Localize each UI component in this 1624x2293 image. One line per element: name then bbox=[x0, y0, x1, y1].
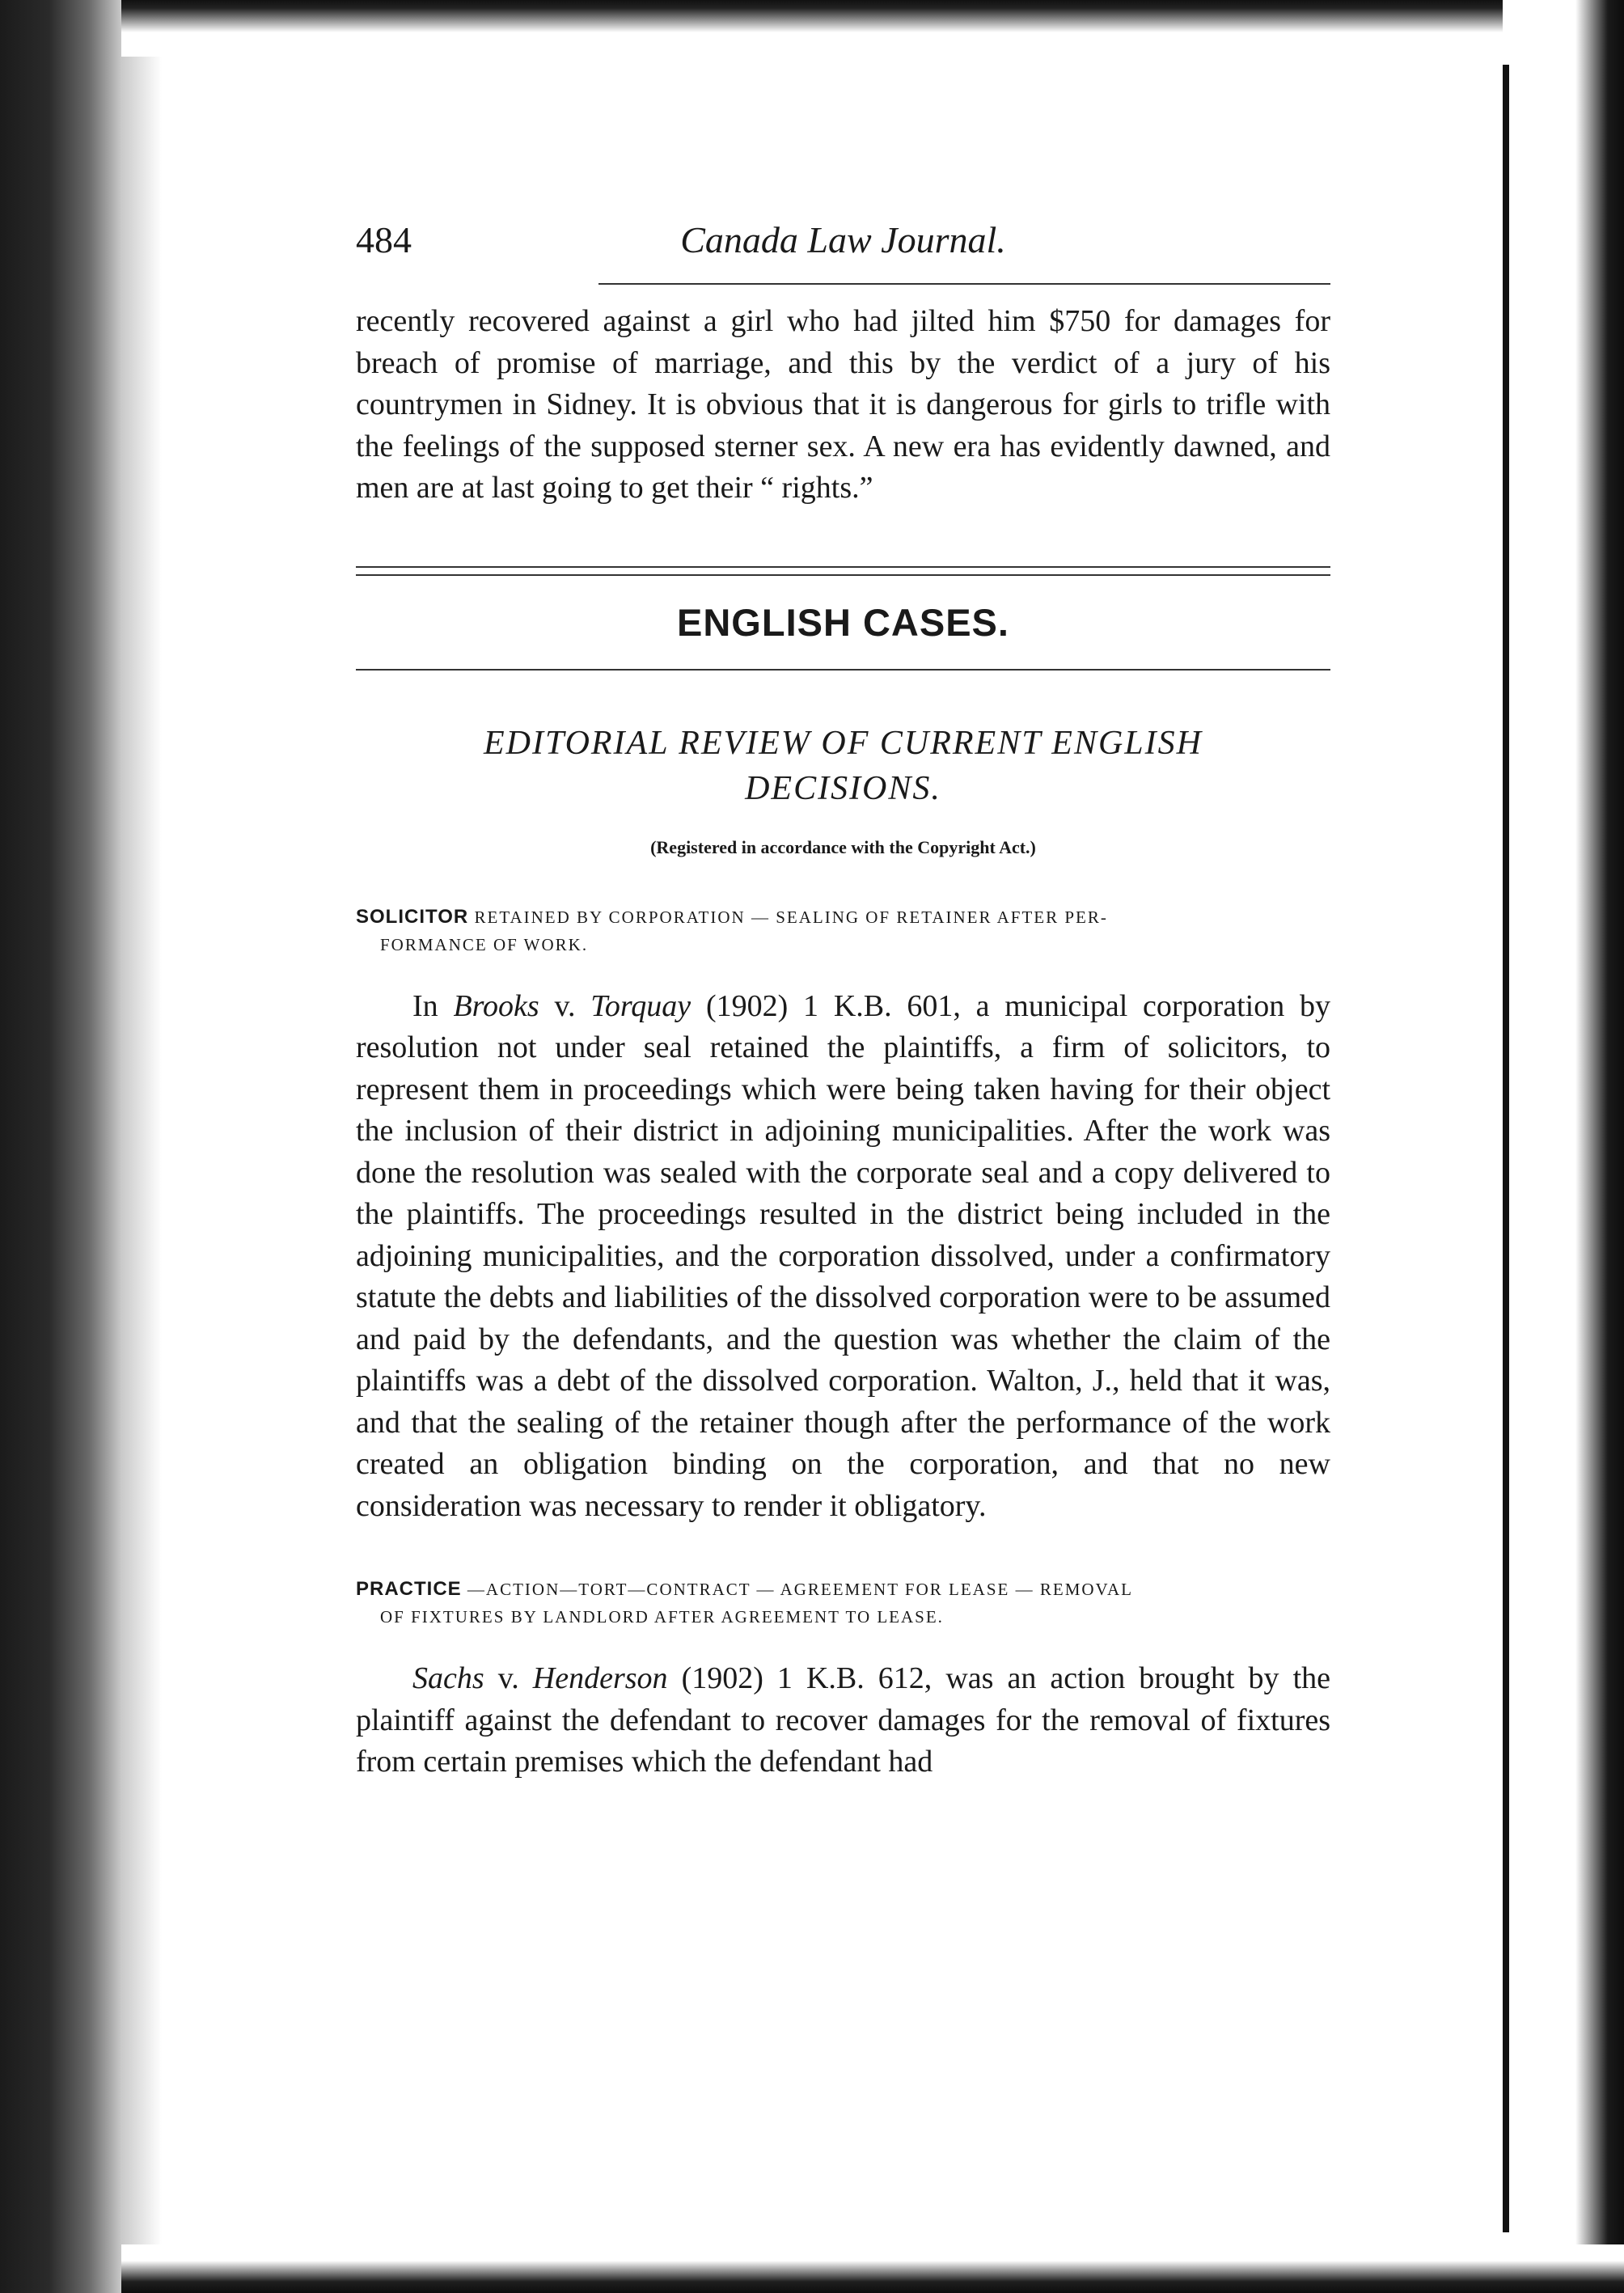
case-heading-lead: SOLICITOR bbox=[356, 905, 469, 928]
case-paragraph-sachs bbox=[356, 1658, 1330, 1783]
section-heading: ENGLISH CASES. bbox=[677, 600, 1009, 644]
case-party-2: Torquay bbox=[590, 988, 691, 1023]
case-party-2: Henderson bbox=[532, 1661, 668, 1695]
section-rule bbox=[356, 669, 1330, 671]
page-number: 484 bbox=[356, 219, 412, 260]
case-heading-solicitor bbox=[356, 903, 1330, 958]
case-text-prefix: In bbox=[412, 988, 454, 1023]
scan-edge-right bbox=[1503, 0, 1624, 2293]
page-border-right bbox=[1503, 65, 1509, 2232]
case-versus: v. bbox=[539, 988, 591, 1023]
case-text-body: (1902) 1 K.B. 612, was an action brought by the plaintiff against the defendant to recover damages for the removal of fixtures from certain premises which the defendant had bbox=[356, 1661, 1330, 1779]
case-heading-text: RETAINED BY CORPORATION — SEALING OF RETAINER AFTER PER- bbox=[474, 907, 1108, 927]
case-heading-continuation: OF FIXTURES BY LANDLORD AFTER AGREEMENT TO LEASE. bbox=[380, 1607, 944, 1627]
editorial-title: EDITORIAL REVIEW OF CURRENT ENGLISH DECISIONS. bbox=[484, 724, 1203, 807]
running-head bbox=[356, 218, 1330, 283]
scan-edge-bottom bbox=[121, 2244, 1624, 2293]
case-heading-lead: PRACTICE bbox=[356, 1578, 462, 1600]
header-rule bbox=[598, 283, 1330, 285]
case-heading-continuation: FORMANCE OF WORK. bbox=[380, 934, 589, 954]
case-heading-practice bbox=[356, 1576, 1330, 1631]
case-paragraph-brooks bbox=[356, 986, 1330, 1528]
intro-paragraph: recently recovered against a girl who had jilted him $750 for damages for breach of promise of marriage, and this by the verdict of a jury of his countrymen in Sidney. It is obvious that it is dangerous for girls to trifle with the feelings of the supposed sterner sex. A new era has evidently dawned, and men are at last going to get their “ rights.” bbox=[356, 304, 1330, 505]
scan-edge-left bbox=[0, 0, 162, 2293]
case-party-1: Sachs bbox=[412, 1661, 484, 1695]
case-text-body: (1902) 1 K.B. 601, a municipal corporation by resolution not under seal retained the plaintiffs, a firm of solicitors, to represent them in proceedings which were being taken having for their object the inclusion of their district in adjoining municipalities. After the work was done the resolution was sealed with the corporate seal and a copy delivered to the plaintiffs. The proceedings resulted in the district being included in the adjoining municipalities, and the corporation dissolved, under a confirmatory statute the debts and liabilities of the dissolved corporation were to be assumed and paid by the defendants, and the question was whether the claim of the plaintiffs was a debt of the dissolved corporation. Walton, J., held that it was, and that the sealing of the retainer though after the performance of the work created an obligation binding on the corporation, and that no new consideration was necessary to render it obligatory. bbox=[356, 988, 1330, 1523]
scan-edge-top bbox=[121, 0, 1624, 57]
journal-page bbox=[356, 218, 1330, 1783]
case-versus: v. bbox=[484, 1661, 533, 1695]
copyright-note: (Registered in accordance with the Copyright Act.) bbox=[650, 836, 1036, 857]
case-heading-text: —ACTION—TORT—CONTRACT — AGREEMENT FOR LEASE — REMOVAL bbox=[467, 1580, 1133, 1599]
journal-title: Canada Law Journal. bbox=[680, 219, 1006, 260]
section-double-rule bbox=[356, 566, 1330, 576]
case-party-1: Brooks bbox=[453, 988, 539, 1023]
